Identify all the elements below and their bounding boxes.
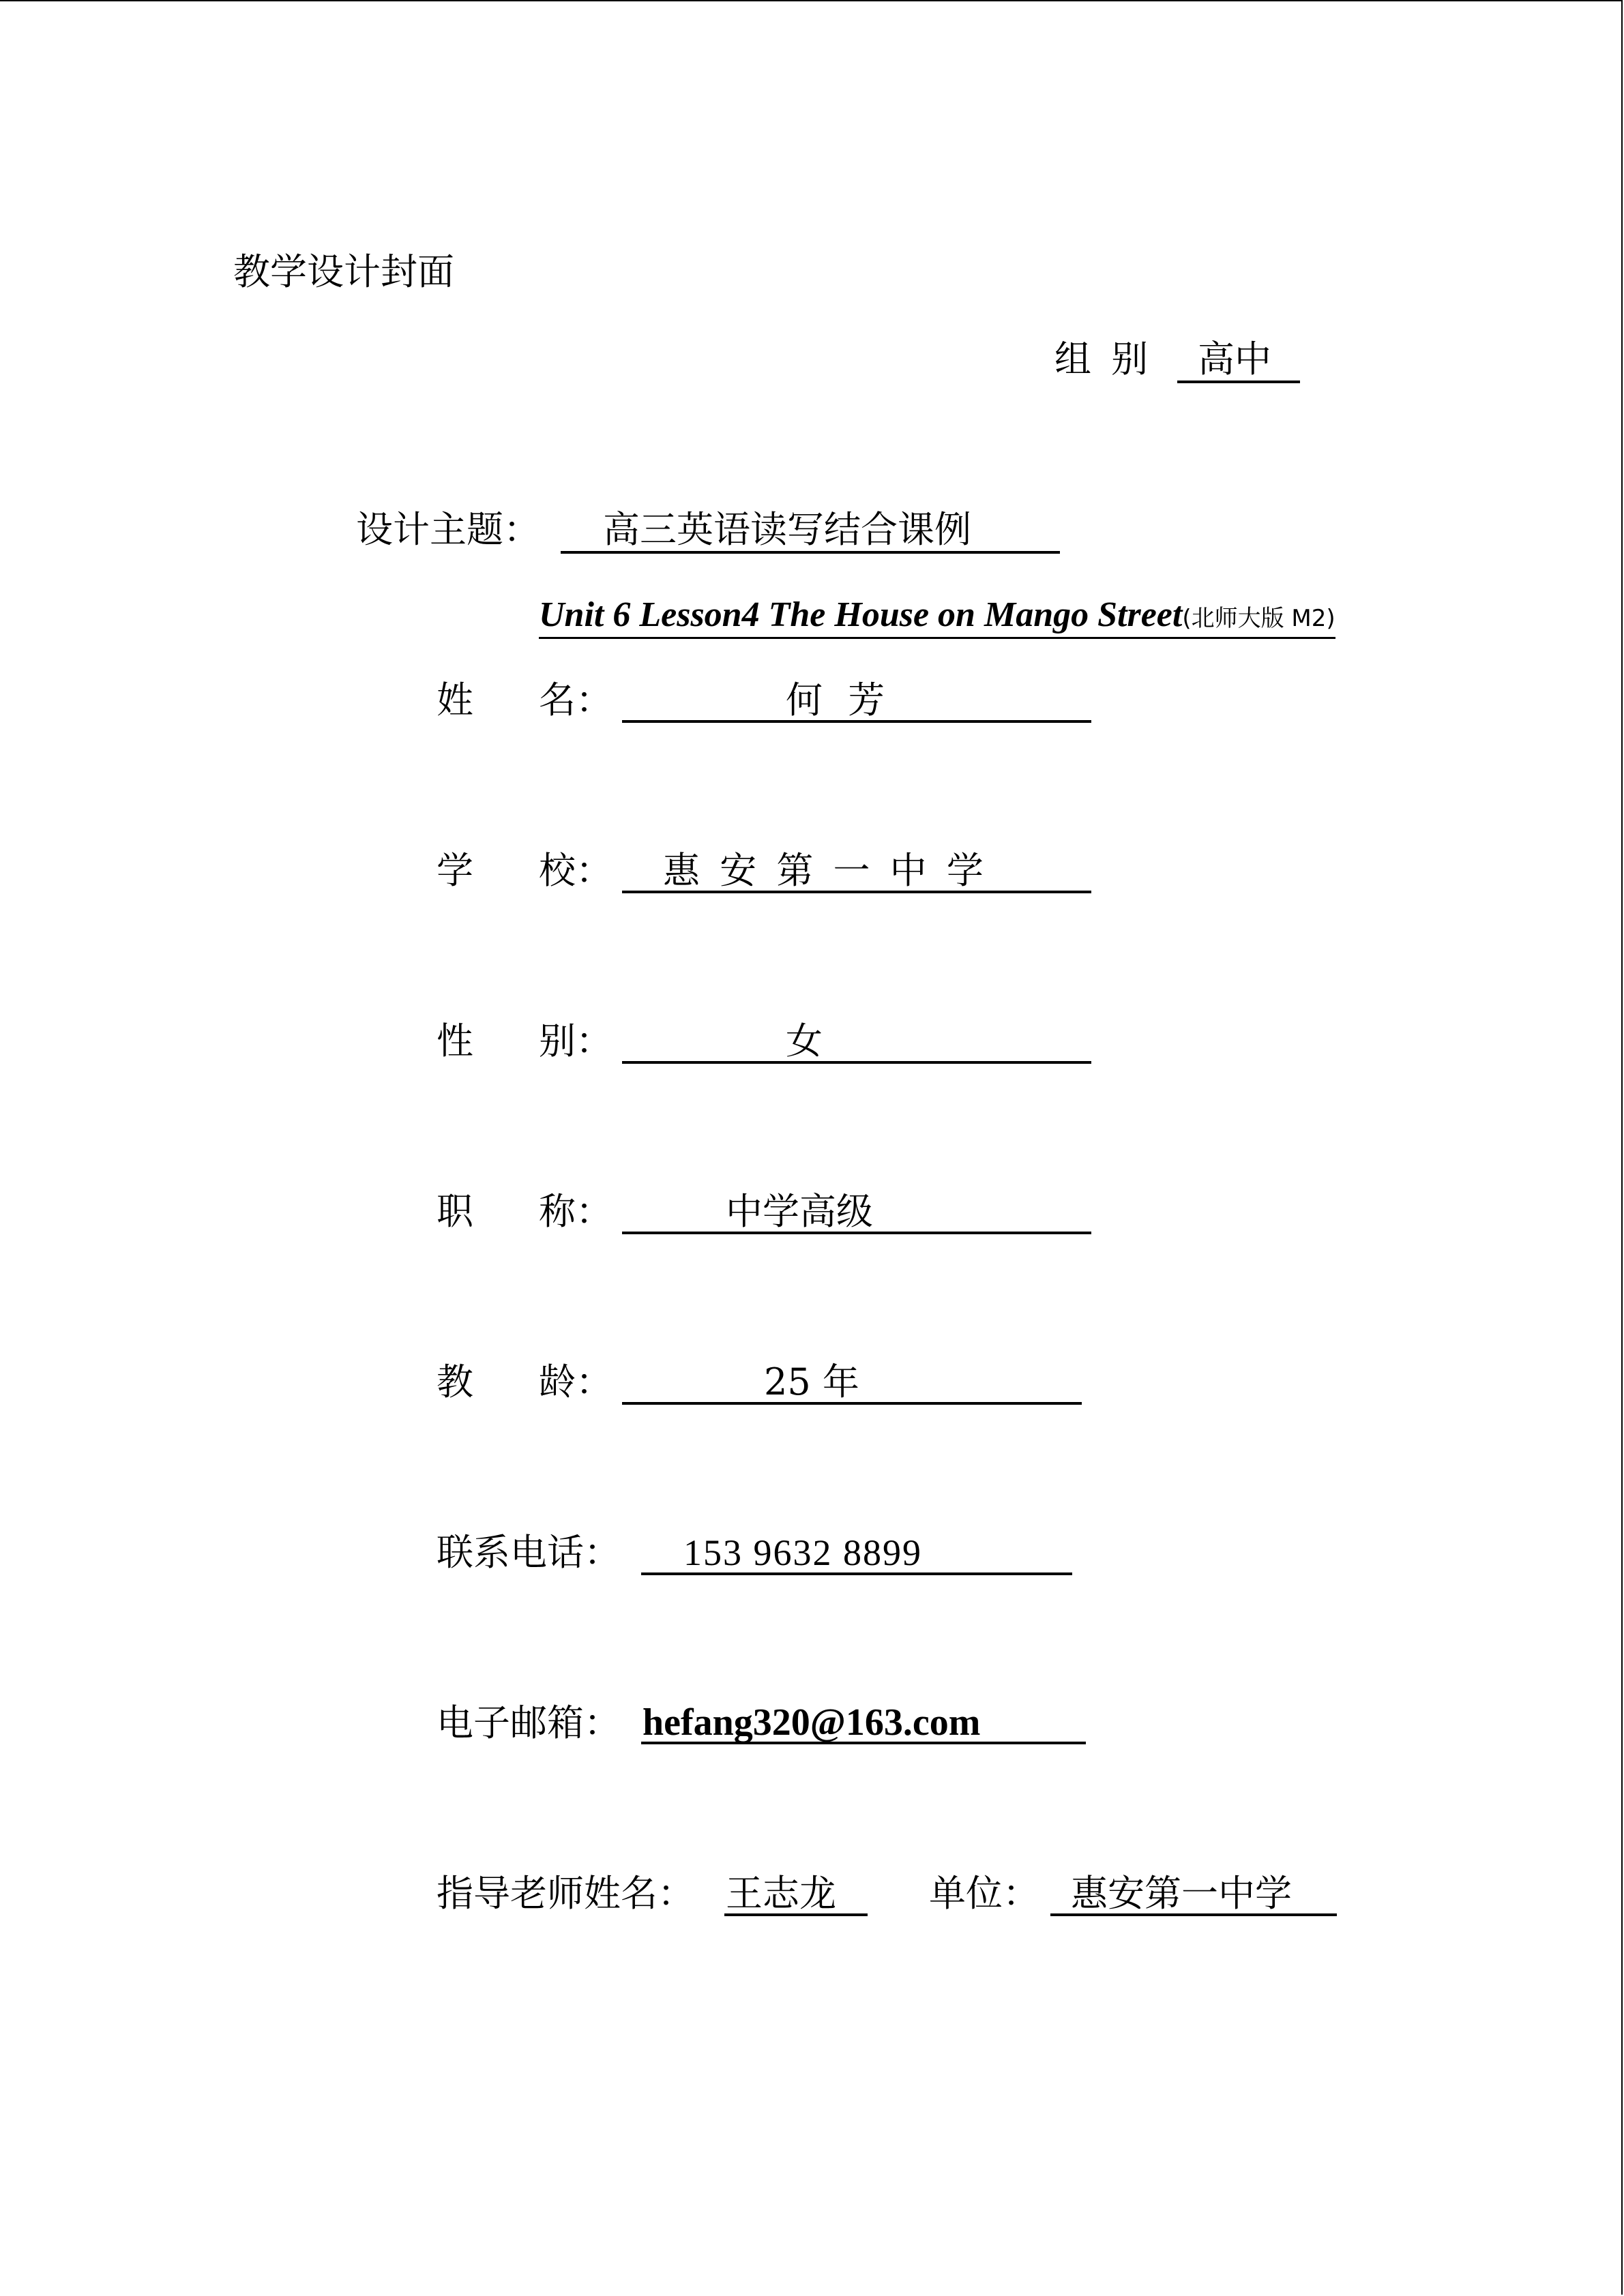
gender-underline: [622, 1020, 1091, 1064]
name-underline: [622, 679, 1091, 723]
school-label-b: 校：: [539, 849, 612, 892]
theme-value: 高三英语读写结合课例: [603, 508, 971, 551]
phone-value: 153 9632 8899: [683, 1532, 922, 1573]
phone-underline: [641, 1532, 1072, 1575]
teach-age-label-a: 教: [437, 1360, 473, 1403]
group-value: 高中: [1198, 338, 1271, 381]
school-underline: [622, 850, 1091, 893]
advisor-unit-value: 惠安第一中学: [1071, 1872, 1292, 1915]
advisor-unit-label: 单位：: [929, 1872, 1039, 1915]
title-label-a: 职: [437, 1190, 473, 1233]
advisor-value: 王志龙: [726, 1872, 836, 1915]
advisor-underline: [724, 1873, 868, 1916]
theme-underline: [561, 510, 1060, 554]
advisor-unit-underline: [1050, 1873, 1337, 1916]
title-label-b: 称：: [539, 1190, 612, 1233]
title-underline: [622, 1191, 1091, 1234]
unit-line: [539, 597, 1335, 639]
phone-label: 联系电话：: [437, 1531, 621, 1574]
advisor-label: 指导老师姓名：: [437, 1872, 694, 1915]
gender-value: 女: [786, 1019, 823, 1062]
school-label-a: 学: [437, 849, 473, 892]
email-value: hefang320@163.com: [643, 1701, 981, 1744]
theme-label: 设计主题：: [356, 508, 540, 551]
gender-label-a: 性: [437, 1019, 473, 1062]
teach-age-label-b: 龄：: [539, 1360, 612, 1403]
teach-age-value: 25 年: [764, 1360, 859, 1403]
email-underline: [641, 1701, 1086, 1744]
gender-label-b: 别：: [539, 1019, 612, 1062]
unit-title: Unit 6 Lesson4 The House on Mango Street: [539, 595, 1183, 634]
email-label: 电子邮箱：: [437, 1701, 621, 1744]
group-underline: [1177, 340, 1300, 383]
name-label-a: 姓: [437, 679, 473, 721]
name-label-b: 名：: [539, 679, 612, 721]
unit-edition: (北师大版 M2): [1182, 605, 1335, 632]
title-value: 中学高级: [726, 1190, 873, 1233]
teach-age-underline: [622, 1361, 1082, 1405]
name-value: 何 芳: [786, 679, 892, 721]
group-label: 组 别: [1054, 338, 1153, 381]
cover-title: 教学设计封面: [233, 250, 454, 293]
school-value: 惠 安 第 一 中 学: [663, 849, 988, 892]
